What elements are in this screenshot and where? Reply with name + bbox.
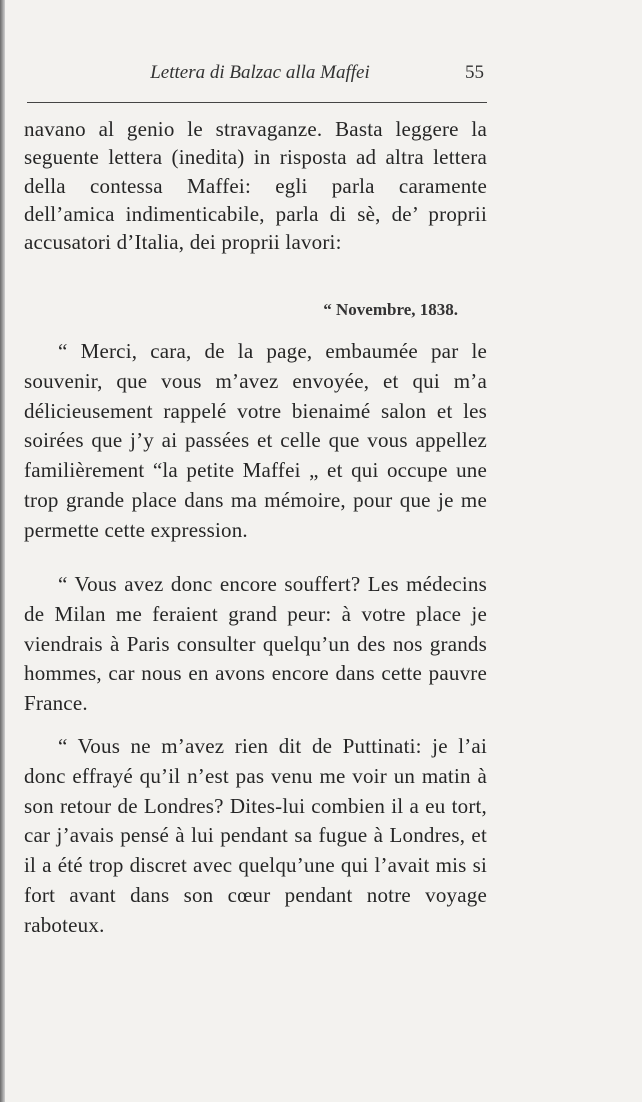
page-number: 55 (465, 62, 484, 83)
letter-paragraph-3: “ Vous ne m’avez rien dit de Puttinati: je l’ai donc effrayé qu’il n’est pas venu me voir un matin à son retour de Londres? Dites-lui combien il a eu tort, car j’avais pensé à lui pendant sa fugue à Londres, et il a été trop discret avec quelqu’une qui l’avait mis si fort avant dans son cœur pendant notre voyage raboteux. (24, 734, 487, 937)
header-rule (27, 102, 487, 103)
letter-paragraph-2: “ Vous avez donc encore souffert? Les médecins de Milan me feraient grand peur: à votre place je viendrais à Paris consulter quelqu’un des nos grands hommes, car nous en avons encore dans cette pauvre France. (24, 572, 487, 716)
letter-paragraph-1: “ Merci, cara, de la page, embaumée par le souvenir, que vous m’avez envoyée, et qui m’a délicieusement rappelé votre bienaimé salon et les soirées que j’y ai passées et celle que vous appellez familièrement “la petite Maffei „ et qui occupe une trop grande place dans ma mémoire, pour que je me permette cette expression. (24, 339, 487, 542)
intro-paragraph: navano al genio le stravaganze. Basta leggere la seguente lettera (inedita) in risposta ad altra lettera della contessa Maffei: egli parla caramente dell’amica indimenticabile, parla di sè, de’ proprii accusatori d’Italia, dei proprii lavori: (24, 117, 487, 255)
running-head (120, 62, 490, 86)
page-binding-edge (0, 0, 5, 1102)
running-head-title: Lettera di Balzac alla Maffei (150, 62, 370, 83)
letter-date: “ Novembre, 1838. (323, 300, 458, 319)
